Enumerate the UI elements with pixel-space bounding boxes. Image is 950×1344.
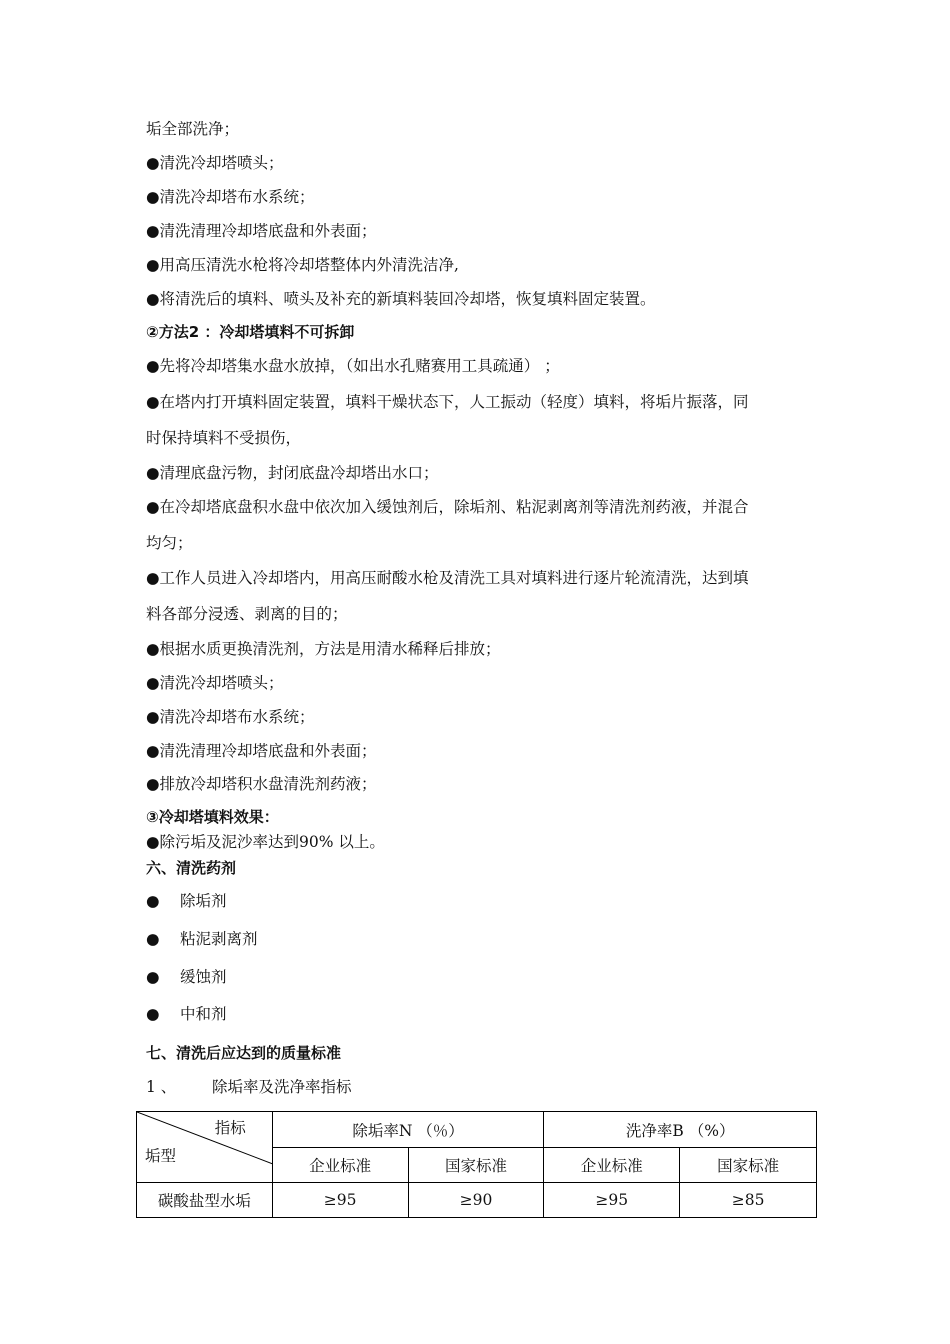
bullet-item-continued: 料各部分浸透、剥离的目的； — [146, 605, 348, 623]
header-group-clean: 洗净率B （%） — [544, 1112, 817, 1148]
bullet-item: ●根据水质更换清洗剂，方法是用清水稀释后排放； — [146, 640, 501, 658]
bullet-item: ●用高压清洗水枪将冷却塔整体内外清洗洁净, — [146, 256, 459, 274]
section-heading-7: 七、清洗后应达到的质量标准 — [146, 1044, 342, 1062]
bullet-item-continued: 均匀； — [146, 534, 193, 552]
bullet-item: ●将清洗后的填料、喷头及补充的新填料装回冷却塔，恢复填料固定装置。 — [146, 290, 656, 308]
value-cell: ≥85 — [680, 1183, 817, 1218]
bullet-item: ●清洗清理冷却塔底盘和外表面； — [146, 742, 377, 760]
list-bullet: ● — [146, 968, 160, 986]
list-bullet: ● — [146, 930, 160, 948]
subsection-number: 1 、 — [146, 1078, 177, 1096]
bullet-item: ●清洗冷却塔布水系统； — [146, 188, 315, 206]
list-item: 粘泥剥离剂 — [180, 930, 258, 948]
bullet-item: ●在冷却塔底盘积水盘中依次加入缓蚀剂后，除垢剂、粘泥剥离剂等清洗剂药液，并混合 — [146, 498, 749, 516]
list-item: 除垢剂 — [180, 892, 227, 910]
list-bullet: ● — [146, 892, 160, 910]
value-cell: ≥90 — [408, 1183, 544, 1218]
header-corner-bottom: 垢型 — [145, 1147, 177, 1165]
header-corner-top: 指标 — [214, 1119, 246, 1137]
header-group-descale: 除垢率N （％） — [272, 1112, 544, 1148]
list-item: 缓蚀剂 — [180, 968, 227, 986]
bullet-item-continued: 时保持填料不受损伤， — [146, 429, 302, 447]
list-bullet: ● — [146, 1005, 160, 1023]
bullet-item: ●清洗冷却塔喷头； — [146, 674, 284, 692]
heading-method-2: ②方法2 ：冷却塔填料不可拆卸 — [146, 323, 355, 341]
list-item: 中和剂 — [180, 1005, 227, 1023]
table-row — [137, 1183, 817, 1218]
section-heading-6: 六、清洗药剂 — [146, 859, 237, 877]
subheader-cell: 国家标准 — [680, 1148, 817, 1183]
bullet-item: ●在塔内打开填料固定装置，填料干燥状态下，人工振动（轻度）填料，将垢片振落，同 — [146, 393, 749, 411]
bullet-item: ●除污垢及泥沙率达到90% 以上。 — [146, 833, 385, 851]
bullet-item: ●清洗清理冷却塔底盘和外表面； — [146, 222, 377, 240]
subsection-title: 除垢率及洗净率指标 — [212, 1078, 352, 1096]
quality-standard-table — [136, 1111, 817, 1218]
subheader-cell: 国家标准 — [408, 1148, 544, 1183]
value-cell: ≥95 — [544, 1183, 680, 1218]
subheader-cell: 企业标准 — [544, 1148, 680, 1183]
bullet-item: ●清洗冷却塔布水系统； — [146, 708, 315, 726]
bullet-item: ●先将冷却塔集水盘水放掉，（如出水孔赌赛用工具疏通） ； — [146, 357, 560, 375]
heading-effect: ③冷却塔填料效果： — [146, 808, 279, 826]
paragraph: 垢全部洗净； — [146, 120, 240, 138]
bullet-item: ●清理底盘污物，封闭底盘冷却塔出水口； — [146, 464, 439, 482]
bullet-item: ●排放冷却塔积水盘清洗剂药液； — [146, 775, 377, 793]
value-cell: ≥95 — [272, 1183, 408, 1218]
bullet-item: ●工作人员进入冷却塔内，用高压耐酸水枪及清洗工具对填料进行逐片轮流清洗，达到填 — [146, 569, 749, 587]
header-corner-cell — [137, 1112, 273, 1183]
subheader-cell: 企业标准 — [272, 1148, 408, 1183]
bullet-item: ●清洗冷却塔喷头； — [146, 154, 284, 172]
row-label-cell: 碳酸盐型水垢 — [137, 1183, 273, 1218]
